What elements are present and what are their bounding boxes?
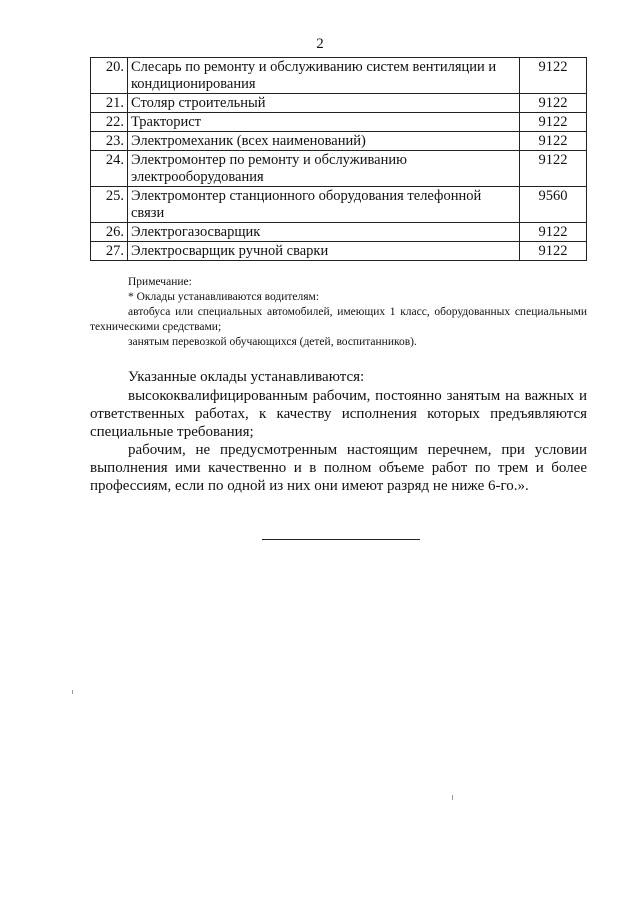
professions-table: [90, 57, 587, 261]
row-number: 27.: [91, 242, 128, 261]
row-number: 26.: [91, 223, 128, 242]
note-line-bus-drivers: автобуса или специальных автомобилей, имеющих 1 класс, оборудованных специальными техническими средствами;: [90, 306, 587, 333]
table-row: [91, 187, 587, 223]
row-number: 25.: [91, 187, 128, 223]
body-paragraph-multi-profession: рабочим, не предусмотренным настоящим перечнем, при условии выполнения ими качественно и в полном объеме работ по трем и более профессиям, если по одной из них они имеют разряд не ниже 6-го.».: [90, 442, 587, 494]
profession-title: Электрогазосварщик: [128, 223, 520, 242]
salary-code: 9122: [520, 223, 587, 242]
body-intro: Указанные оклады устанавливаются:: [128, 369, 365, 385]
profession-title: Электромеханик (всех наименований): [128, 132, 520, 151]
profession-title: Тракторист: [128, 113, 520, 132]
profession-title: Слесарь по ремонту и обслуживанию систем вентиляции и кондиционирования: [128, 58, 520, 94]
table-row: [91, 242, 587, 261]
profession-title: Электросварщик ручной сварки: [128, 242, 520, 261]
table-row: [91, 94, 587, 113]
row-number: 24.: [91, 151, 128, 187]
salary-code: 9122: [520, 94, 587, 113]
closing-rule: [262, 539, 420, 540]
page-number: 2: [316, 36, 324, 52]
scan-mark: [452, 795, 453, 800]
row-number: 23.: [91, 132, 128, 151]
profession-title: Столяр строительный: [128, 94, 520, 113]
table-row: [91, 132, 587, 151]
note-line-drivers: * Оклады устанавливаются водителям:: [128, 291, 320, 303]
table-row: [91, 113, 587, 132]
table-row: [91, 58, 587, 94]
row-number: 20.: [91, 58, 128, 94]
profession-title: Электромонтер станционного оборудования телефонной связи: [128, 187, 520, 223]
salary-code: 9122: [520, 132, 587, 151]
scan-mark: [72, 690, 73, 694]
salary-code: 9122: [520, 113, 587, 132]
profession-title: Электромонтер по ремонту и обслуживанию электрооборудования: [128, 151, 520, 187]
table-row: [91, 151, 587, 187]
table-row: [91, 223, 587, 242]
note-line-student-transport: занятым перевозкой обучающихся (детей, воспитанников).: [128, 336, 417, 348]
note-title: Примечание:: [128, 276, 192, 288]
salary-code: 9122: [520, 242, 587, 261]
row-number: 22.: [91, 113, 128, 132]
body-paragraph-qualified: высококвалифицированным рабочим, постоянно занятым на важных и ответственных работах, к качеству исполнения которых предъявляются специальные требования;: [90, 388, 587, 440]
salary-code: 9122: [520, 58, 587, 94]
row-number: 21.: [91, 94, 128, 113]
salary-code: 9560: [520, 187, 587, 223]
salary-code: 9122: [520, 151, 587, 187]
